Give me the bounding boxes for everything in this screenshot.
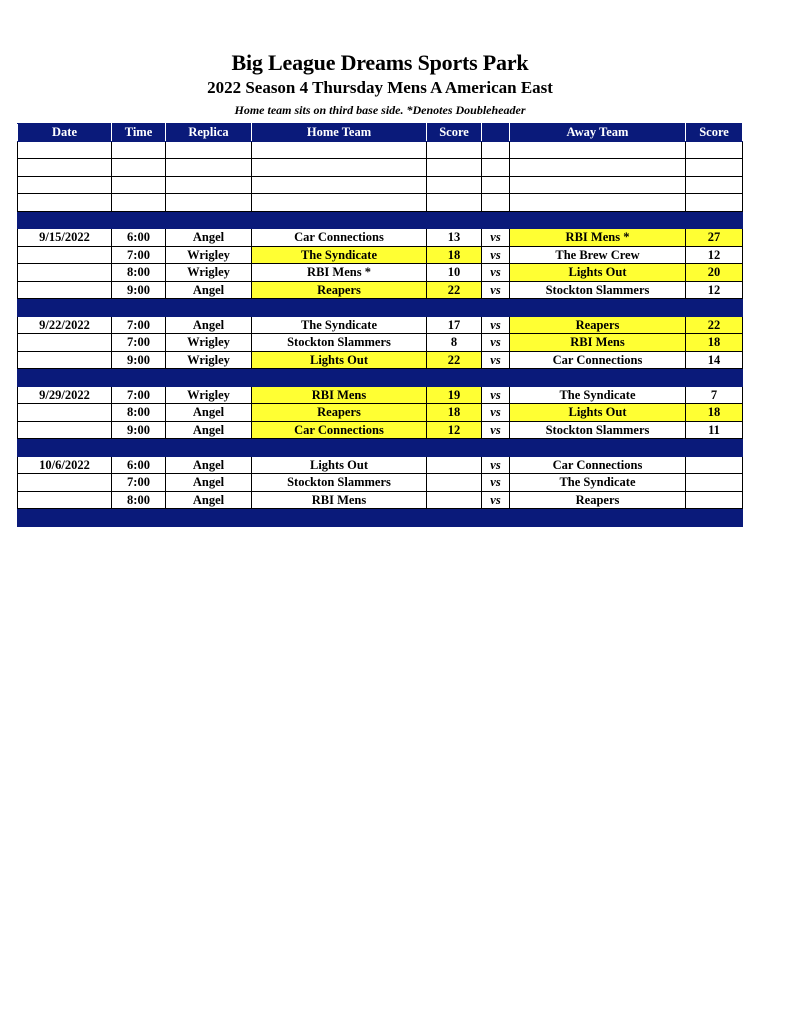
empty-cell xyxy=(166,509,252,527)
empty-cell xyxy=(427,439,482,457)
empty-cell xyxy=(252,141,427,159)
game-date xyxy=(18,246,112,264)
empty-cell xyxy=(18,369,112,387)
game-date: 10/6/2022 xyxy=(18,456,112,474)
empty-cell xyxy=(510,194,686,212)
home-score xyxy=(427,491,482,509)
game-replica: Angel xyxy=(166,316,252,334)
table-row xyxy=(18,281,743,299)
game-replica: Angel xyxy=(166,491,252,509)
empty-cell xyxy=(112,509,166,527)
away-team: Reapers xyxy=(510,491,686,509)
away-team: Stockton Slammers xyxy=(510,421,686,439)
empty-cell xyxy=(112,439,166,457)
game-replica: Wrigley xyxy=(166,351,252,369)
empty-cell xyxy=(166,299,252,317)
blank-row xyxy=(18,194,743,212)
table-row xyxy=(18,246,743,264)
table-row xyxy=(18,491,743,509)
empty-cell xyxy=(482,509,510,527)
header-time: Time xyxy=(112,124,166,142)
empty-cell xyxy=(510,439,686,457)
empty-cell xyxy=(18,194,112,212)
away-score: 18 xyxy=(686,334,743,352)
empty-cell xyxy=(18,439,112,457)
home-team: Car Connections xyxy=(252,229,427,247)
game-replica: Angel xyxy=(166,229,252,247)
empty-cell xyxy=(112,299,166,317)
away-team: The Syndicate xyxy=(510,474,686,492)
empty-cell xyxy=(510,299,686,317)
away-score: 12 xyxy=(686,246,743,264)
separator-row xyxy=(18,439,743,457)
empty-cell xyxy=(427,369,482,387)
game-replica: Angel xyxy=(166,474,252,492)
away-score: 7 xyxy=(686,386,743,404)
away-score xyxy=(686,491,743,509)
table-row xyxy=(18,316,743,334)
table-row xyxy=(18,404,743,422)
empty-cell xyxy=(112,211,166,229)
empty-cell xyxy=(510,369,686,387)
empty-cell xyxy=(482,176,510,194)
game-date xyxy=(18,281,112,299)
game-time: 7:00 xyxy=(112,334,166,352)
home-team: The Syndicate xyxy=(252,246,427,264)
empty-cell xyxy=(510,509,686,527)
vs-label: vs xyxy=(482,491,510,509)
empty-cell xyxy=(686,176,743,194)
empty-cell xyxy=(252,509,427,527)
away-score: 20 xyxy=(686,264,743,282)
empty-cell xyxy=(166,211,252,229)
empty-cell xyxy=(482,369,510,387)
separator-row xyxy=(18,369,743,387)
table-row xyxy=(18,264,743,282)
home-team: Stockton Slammers xyxy=(252,334,427,352)
vs-label: vs xyxy=(482,229,510,247)
empty-cell xyxy=(112,194,166,212)
game-time: 7:00 xyxy=(112,474,166,492)
empty-cell xyxy=(166,194,252,212)
separator-row xyxy=(18,211,743,229)
home-score xyxy=(427,474,482,492)
home-score: 8 xyxy=(427,334,482,352)
table-row xyxy=(18,351,743,369)
schedule-table xyxy=(17,123,743,527)
vs-label: vs xyxy=(482,264,510,282)
empty-cell xyxy=(112,176,166,194)
empty-cell xyxy=(510,159,686,177)
empty-cell xyxy=(482,141,510,159)
away-score: 14 xyxy=(686,351,743,369)
away-team: Lights Out xyxy=(510,264,686,282)
home-score: 12 xyxy=(427,421,482,439)
away-team: Lights Out xyxy=(510,404,686,422)
game-time: 8:00 xyxy=(112,264,166,282)
game-time: 9:00 xyxy=(112,281,166,299)
home-team: RBI Mens xyxy=(252,491,427,509)
home-score: 13 xyxy=(427,229,482,247)
empty-cell xyxy=(686,369,743,387)
game-time: 9:00 xyxy=(112,351,166,369)
empty-cell xyxy=(686,194,743,212)
away-score: 11 xyxy=(686,421,743,439)
game-date xyxy=(18,351,112,369)
home-team: Lights Out xyxy=(252,456,427,474)
away-score: 18 xyxy=(686,404,743,422)
schedule-body xyxy=(18,141,743,526)
game-time: 6:00 xyxy=(112,229,166,247)
empty-cell xyxy=(686,141,743,159)
home-score: 22 xyxy=(427,281,482,299)
empty-cell xyxy=(510,141,686,159)
game-replica: Wrigley xyxy=(166,264,252,282)
separator-row xyxy=(18,299,743,317)
game-date xyxy=(18,334,112,352)
empty-cell xyxy=(166,159,252,177)
home-score: 17 xyxy=(427,316,482,334)
vs-label: vs xyxy=(482,421,510,439)
table-row xyxy=(18,421,743,439)
empty-cell xyxy=(482,159,510,177)
empty-cell xyxy=(427,299,482,317)
empty-cell xyxy=(18,509,112,527)
vs-label: vs xyxy=(482,351,510,369)
game-date xyxy=(18,404,112,422)
table-row xyxy=(18,334,743,352)
empty-cell xyxy=(166,439,252,457)
table-row xyxy=(18,456,743,474)
game-time: 7:00 xyxy=(112,316,166,334)
empty-cell xyxy=(252,194,427,212)
empty-cell xyxy=(18,176,112,194)
away-team: The Syndicate xyxy=(510,386,686,404)
vs-label: vs xyxy=(482,404,510,422)
empty-cell xyxy=(112,369,166,387)
vs-label: vs xyxy=(482,386,510,404)
vs-label: vs xyxy=(482,456,510,474)
empty-cell xyxy=(427,141,482,159)
home-team: Stockton Slammers xyxy=(252,474,427,492)
empty-cell xyxy=(252,211,427,229)
schedule-note: Home team sits on third base side. *Denotes Doubleheader xyxy=(234,103,526,117)
game-date: 9/15/2022 xyxy=(18,229,112,247)
empty-cell xyxy=(686,299,743,317)
header-away-team: Away Team xyxy=(510,124,686,142)
home-team: Lights Out xyxy=(252,351,427,369)
page-subtitle: 2022 Season 4 Thursday Mens A American East xyxy=(207,78,553,97)
empty-cell xyxy=(18,141,112,159)
empty-cell xyxy=(482,211,510,229)
table-row xyxy=(18,229,743,247)
home-team: The Syndicate xyxy=(252,316,427,334)
empty-cell xyxy=(252,299,427,317)
empty-cell xyxy=(482,194,510,212)
home-score: 19 xyxy=(427,386,482,404)
away-score: 27 xyxy=(686,229,743,247)
empty-cell xyxy=(166,369,252,387)
empty-cell xyxy=(18,211,112,229)
game-replica: Angel xyxy=(166,456,252,474)
empty-cell xyxy=(112,159,166,177)
game-time: 9:00 xyxy=(112,421,166,439)
game-replica: Angel xyxy=(166,281,252,299)
game-replica: Wrigley xyxy=(166,246,252,264)
empty-cell xyxy=(166,141,252,159)
home-team: RBI Mens * xyxy=(252,264,427,282)
empty-cell xyxy=(482,439,510,457)
empty-cell xyxy=(252,176,427,194)
empty-cell xyxy=(18,299,112,317)
home-team: Reapers xyxy=(252,281,427,299)
empty-cell xyxy=(510,176,686,194)
home-score: 22 xyxy=(427,351,482,369)
home-team: RBI Mens xyxy=(252,386,427,404)
away-score xyxy=(686,474,743,492)
away-score: 22 xyxy=(686,316,743,334)
page-title: Big League Dreams Sports Park xyxy=(231,50,529,75)
empty-cell xyxy=(686,211,743,229)
away-team: Stockton Slammers xyxy=(510,281,686,299)
away-team: RBI Mens xyxy=(510,334,686,352)
vs-label: vs xyxy=(482,281,510,299)
empty-cell xyxy=(166,176,252,194)
away-score xyxy=(686,456,743,474)
header-away-score: Score xyxy=(686,124,743,142)
blank-row xyxy=(18,176,743,194)
empty-cell xyxy=(482,299,510,317)
empty-cell xyxy=(112,141,166,159)
header-vs xyxy=(482,124,510,142)
game-time: 8:00 xyxy=(112,491,166,509)
empty-cell xyxy=(427,159,482,177)
home-team: Reapers xyxy=(252,404,427,422)
game-date xyxy=(18,474,112,492)
game-replica: Angel xyxy=(166,404,252,422)
empty-cell xyxy=(427,211,482,229)
game-replica: Angel xyxy=(166,421,252,439)
game-date xyxy=(18,264,112,282)
home-team: Car Connections xyxy=(252,421,427,439)
game-time: 7:00 xyxy=(112,386,166,404)
away-team: Car Connections xyxy=(510,351,686,369)
home-score: 18 xyxy=(427,404,482,422)
away-team: The Brew Crew xyxy=(510,246,686,264)
header-replica: Replica xyxy=(166,124,252,142)
header-row xyxy=(18,124,743,142)
empty-cell xyxy=(252,159,427,177)
game-date: 9/22/2022 xyxy=(18,316,112,334)
table-row xyxy=(18,474,743,492)
empty-cell xyxy=(686,159,743,177)
empty-cell xyxy=(427,176,482,194)
game-time: 7:00 xyxy=(112,246,166,264)
vs-label: vs xyxy=(482,316,510,334)
header-home-score: Score xyxy=(427,124,482,142)
away-team: Car Connections xyxy=(510,456,686,474)
game-replica: Wrigley xyxy=(166,334,252,352)
header-home-team: Home Team xyxy=(252,124,427,142)
table-row xyxy=(18,386,743,404)
blank-row xyxy=(18,141,743,159)
empty-cell xyxy=(252,369,427,387)
header-date: Date xyxy=(18,124,112,142)
empty-cell xyxy=(18,159,112,177)
empty-cell xyxy=(686,439,743,457)
empty-cell xyxy=(427,509,482,527)
game-date xyxy=(18,491,112,509)
empty-cell xyxy=(427,194,482,212)
game-time: 6:00 xyxy=(112,456,166,474)
away-team: Reapers xyxy=(510,316,686,334)
empty-cell xyxy=(510,211,686,229)
away-team: RBI Mens * xyxy=(510,229,686,247)
vs-label: vs xyxy=(482,334,510,352)
game-date xyxy=(18,421,112,439)
vs-label: vs xyxy=(482,474,510,492)
blank-row xyxy=(18,159,743,177)
game-replica: Wrigley xyxy=(166,386,252,404)
game-date: 9/29/2022 xyxy=(18,386,112,404)
home-score xyxy=(427,456,482,474)
empty-cell xyxy=(252,439,427,457)
home-score: 10 xyxy=(427,264,482,282)
away-score: 12 xyxy=(686,281,743,299)
home-score: 18 xyxy=(427,246,482,264)
game-time: 8:00 xyxy=(112,404,166,422)
empty-cell xyxy=(686,509,743,527)
vs-label: vs xyxy=(482,246,510,264)
separator-row xyxy=(18,509,743,527)
